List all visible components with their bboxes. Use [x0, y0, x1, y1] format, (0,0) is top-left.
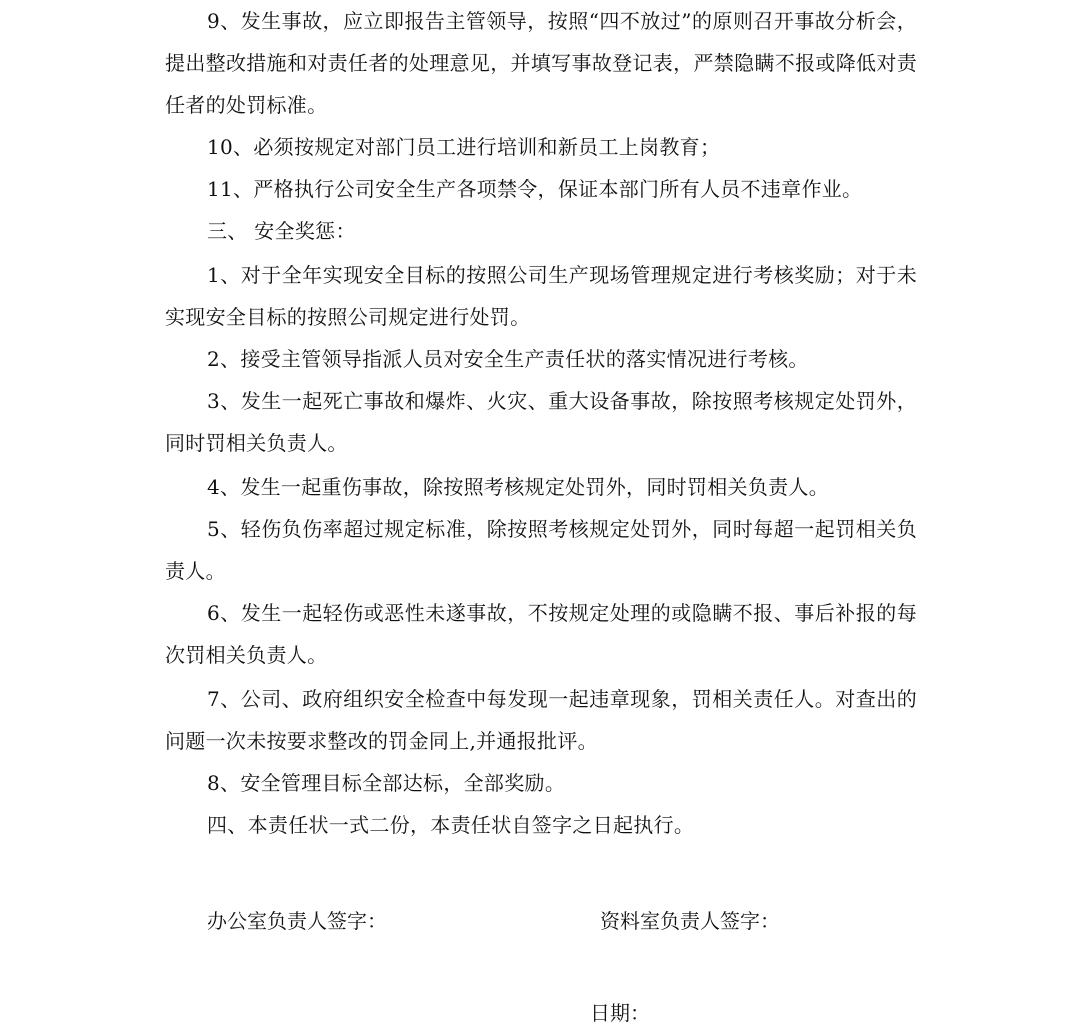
section-heading-rewards-penalties: 三、 安全奖惩： — [207, 219, 356, 243]
paragraph-reward-7: 7、公司、政府组织安全检查中每发现一起违章现象，罚相关责任人。对查出的问题一次未按要求整改的罚金同上,并通报批评。 — [165, 687, 917, 753]
paragraph-reward-1: 1、对于全年实现安全目标的按照公司生产现场管理规定进行考核奖励；对于未实现安全目标的按照公司规定进行处罚。 — [165, 263, 917, 329]
date-label: 日期： — [590, 1001, 650, 1025]
paragraph-reward-6: 6、发生一起轻伤或恶性未遂事故，不按规定处理的或隐瞒不报、事后补报的每次罚相关负责人。 — [165, 601, 917, 667]
paragraph-reward-3: 3、发生一起死亡事故和爆炸、火灾、重大设备事故，除按照考核规定处罚外，同时罚相关负责人。 — [165, 389, 917, 455]
paragraph-item-10: 10、必须按规定对部门员工进行培训和新员工上岗教育； — [207, 135, 721, 159]
paragraph-reward-4: 4、发生一起重伤事故，除按照考核规定处罚外，同时罚相关负责人。 — [207, 475, 830, 499]
archive-head-signature-label: 资料室负责人签字： — [600, 909, 780, 933]
paragraph-reward-8: 8、安全管理目标全部达标，全部奖励。 — [207, 771, 566, 795]
section-heading-validity: 四、本责任状一式二份，本责任状自签字之日起执行。 — [207, 813, 695, 837]
paragraph-item-9: 9、发生事故，应立即报告主管领导，按照“四不放过”的原则召开事故分析会，提出整改措施和对责任者的处理意见，并填写事故登记表，严禁隐瞒不报或降低对责任者的处罚标准。 — [165, 9, 917, 117]
paragraph-reward-5: 5、轻伤负伤率超过规定标准，除按照考核规定处罚外，同时每超一起罚相关负责人。 — [165, 517, 917, 583]
paragraph-item-11: 11、严格执行公司安全生产各项禁令，保证本部门所有人员不违章作业。 — [207, 177, 863, 201]
paragraph-reward-2: 2、接受主管领导指派人员对安全生产责任状的落实情况进行考核。 — [207, 347, 809, 371]
office-head-signature-label: 办公室负责人签字： — [207, 909, 387, 933]
